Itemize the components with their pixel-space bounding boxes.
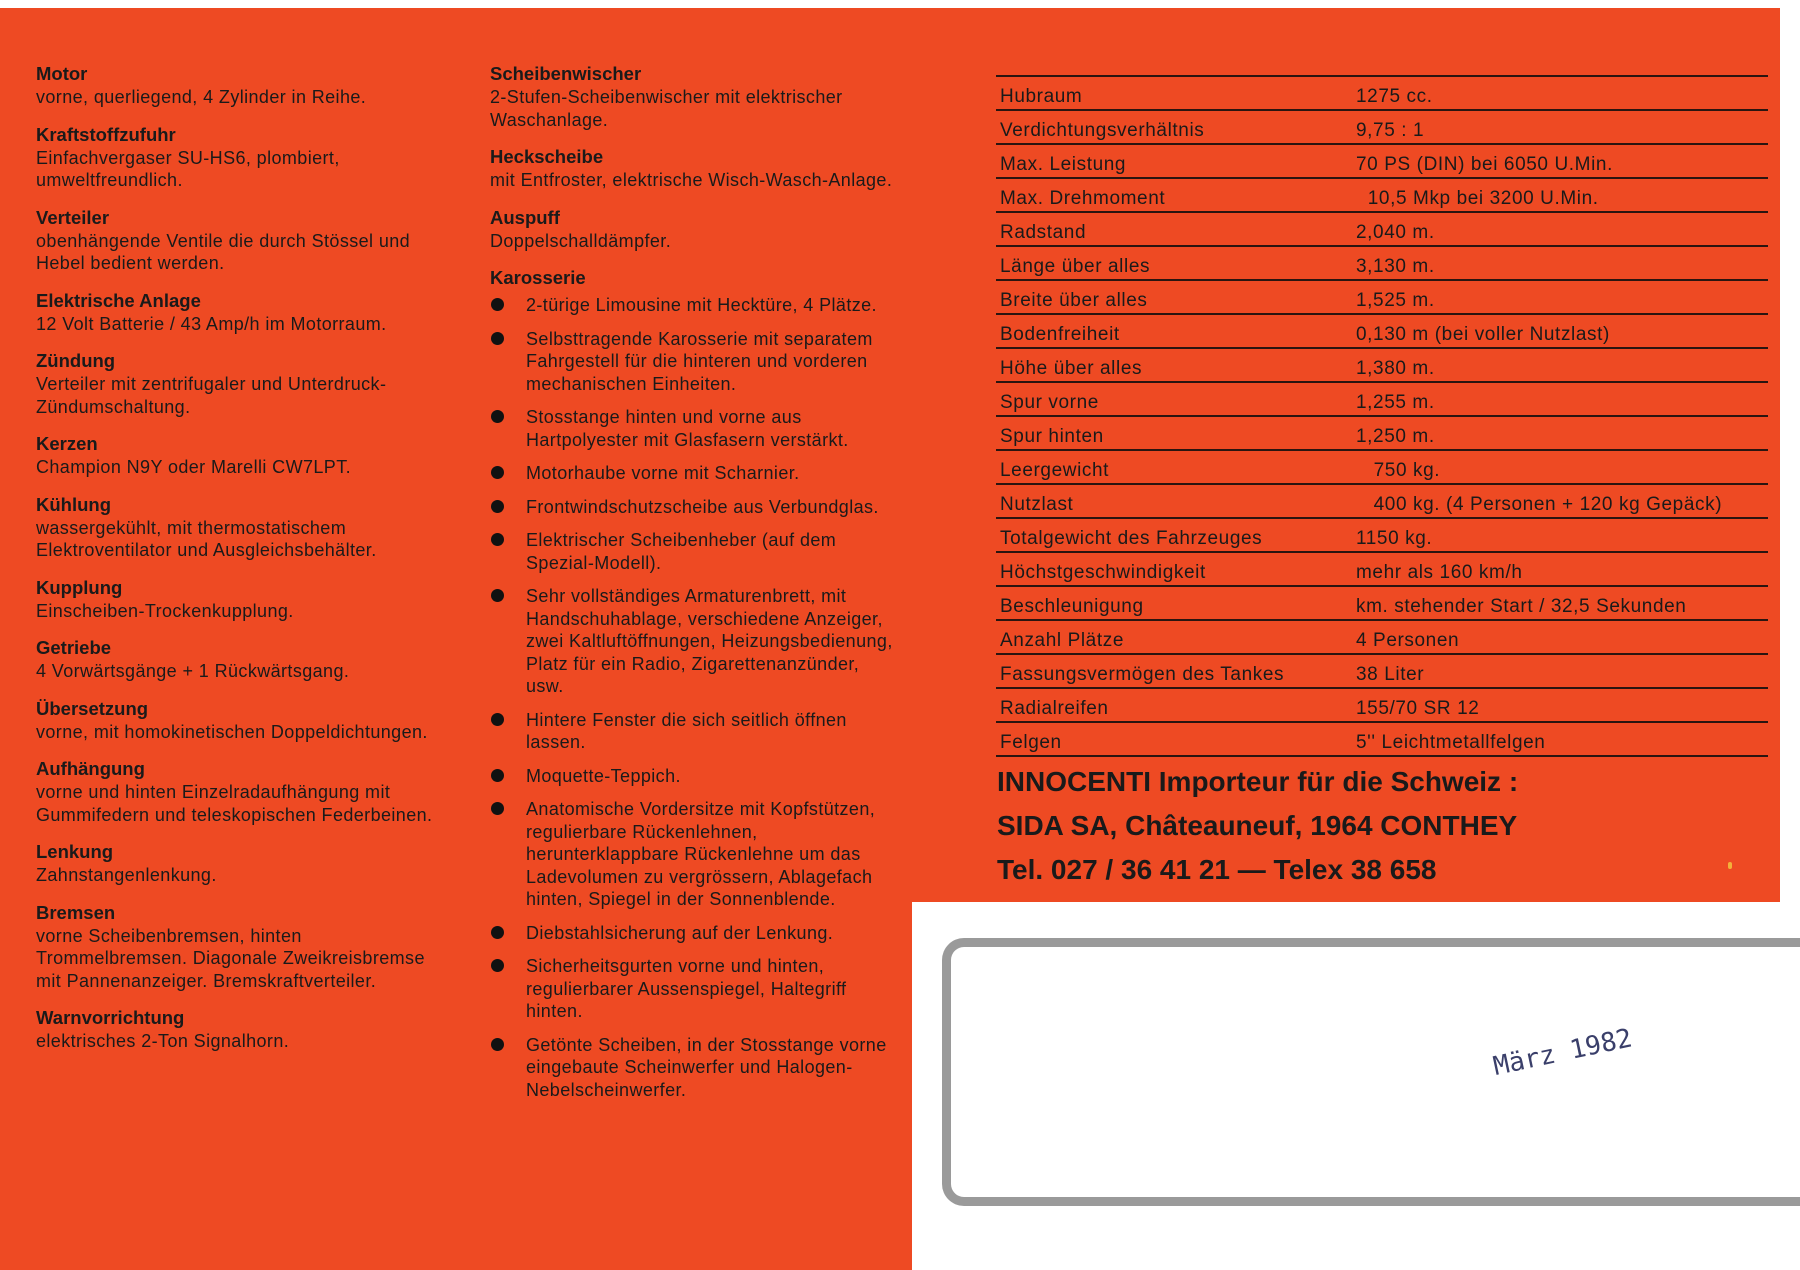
row-value: 1150 kg. (1352, 518, 1768, 552)
spec-heading: Warnvorrichtung (36, 1007, 185, 1028)
tech-data-table (996, 75, 1768, 757)
spec-text: vorne Scheibenbremsen, hinten Trommelbremsen. Diagonale Zweikreisbremse mit Pannenanzeiger. Bremskraftverteiler. (36, 925, 425, 991)
scan-edge-top (0, 0, 1800, 8)
spec-text: Zahnstangenlenkung. (36, 865, 217, 885)
bullet-icon (491, 500, 504, 513)
list-item (490, 328, 902, 396)
row-value: 0,130 m (bei voller Nutzlast) (1352, 314, 1768, 348)
row-label: Höhe über alles (996, 348, 1352, 382)
dealer-stamp-frame (942, 938, 1800, 1206)
row-label: Hubraum (996, 76, 1352, 110)
spec-lenkung (36, 840, 446, 887)
list-item-text: Anatomische Vordersitze mit Kopfstützen, regulierbare Rückenlehnen, herunterklappbare Rückenlehne um das Ladevolumen zu vergrössern, Ablagefach hinten, Spiegel in der Sonnenblende. (526, 799, 876, 909)
row-label: Max. Drehmoment (996, 178, 1352, 212)
table-row (996, 212, 1768, 246)
row-label: Fassungsvermögen des Tankes (996, 654, 1352, 688)
row-value: 4 Personen (1352, 620, 1768, 654)
spec-text: wassergekühlt, mit thermostatischem Elektroventilator und Ausgleichsbehälter. (36, 517, 377, 560)
spec-heckscheibe (490, 145, 902, 192)
table-row (996, 518, 1768, 552)
row-value: 750 kg. (1352, 450, 1768, 484)
bullet-icon (491, 713, 504, 726)
list-item (490, 1034, 902, 1102)
spec-text: mit Entfroster, elektrische Wisch-Wasch-Anlage. (490, 170, 893, 190)
row-label: Anzahl Plätze (996, 620, 1352, 654)
spec-uebersetzung (36, 697, 446, 744)
list-item (490, 709, 902, 754)
spec-kupplung (36, 576, 446, 623)
row-label: Felgen (996, 722, 1352, 756)
list-item (490, 922, 902, 945)
row-value: 1,250 m. (1352, 416, 1768, 450)
spec-heading: Kupplung (36, 576, 123, 598)
row-label: Breite über alles (996, 280, 1352, 314)
spec-text: 2-Stufen-Scheibenwischer mit elektrischer Waschanlage. (490, 87, 843, 130)
spec-text: Champion N9Y oder Marelli CW7LPT. (36, 457, 351, 477)
bullet-icon (491, 926, 504, 939)
row-value: 3,130 m. (1352, 246, 1768, 280)
row-value: km. stehender Start / 32,5 Sekunden (1352, 586, 1768, 620)
row-value: 2,040 m. (1352, 212, 1768, 246)
spec-column-left (36, 62, 446, 1067)
spec-kerzen (36, 432, 446, 479)
list-item-text: Stosstange hinten und vorne aus Hartpolyester mit Glasfasern verstärkt. (526, 407, 849, 450)
table-row (996, 654, 1768, 688)
row-label: Länge über alles (996, 246, 1352, 280)
table-row (996, 314, 1768, 348)
list-item (490, 529, 902, 574)
row-label: Beschleunigung (996, 586, 1352, 620)
importer-contact: Tel. 027 / 36 41 21 — Telex 38 658 (997, 854, 1437, 885)
list-item-text: Sicherheitsgurten vorne und hinten, regulierbarer Aussenspiegel, Haltegriff hinten. (526, 956, 847, 1021)
bullet-icon (491, 466, 504, 479)
spec-heading: Bremsen (36, 901, 116, 923)
table-row (996, 348, 1768, 382)
list-item (490, 462, 902, 485)
row-label: Radialreifen (996, 688, 1352, 722)
list-item (490, 406, 902, 451)
spec-heading: Kerzen (36, 433, 98, 454)
row-value: 400 kg. (4 Personen + 120 kg Gepäck) (1352, 484, 1768, 518)
table-row (996, 178, 1768, 212)
table-row (996, 246, 1768, 280)
row-value: 1,255 m. (1352, 382, 1768, 416)
list-item-text: Hintere Fenster die sich seitlich öffnen lassen. (526, 709, 847, 752)
spec-heading: Getriebe (36, 637, 112, 658)
table-row (996, 450, 1768, 484)
row-value: 10,5 Mkp bei 3200 U.Min. (1352, 178, 1768, 212)
row-value: 155/70 SR 12 (1352, 688, 1768, 722)
table-row (996, 416, 1768, 450)
table-row (996, 722, 1768, 756)
list-item (490, 765, 902, 788)
row-value: 1,525 m. (1352, 280, 1768, 314)
spec-verteiler (36, 206, 446, 275)
importer-info (997, 760, 1757, 892)
row-label: Max. Leistung (996, 144, 1352, 178)
table-row (996, 144, 1768, 178)
spec-text: 12 Volt Batterie / 43 Amp/h im Motorraum. (36, 313, 387, 334)
spec-heading: Kraftstoffzufuhr (36, 123, 176, 145)
spec-heading: Motor (36, 63, 88, 84)
spec-text: Einfachvergaser SU-HS6, plombiert, umweltfreundlich. (36, 147, 340, 190)
row-label: Spur vorne (996, 382, 1352, 416)
row-label: Höchstgeschwindigkeit (996, 552, 1352, 586)
list-item-text: Sehr vollständiges Armaturenbrett, mit Handschuhablage, verschiedene Anzeiger, zwei Kaltluftöffnungen, Heizungsbedienung, Platz für ein Radio, Zigarettenanzünder, usw. (526, 586, 893, 696)
table-row (996, 586, 1768, 620)
spec-kuehlung (36, 493, 446, 562)
list-item (490, 294, 902, 317)
list-item-text: Diebstahlsicherung auf der Lenkung. (526, 922, 834, 943)
handwritten-date: März 1982 (1490, 1023, 1635, 1082)
row-value: 70 PS (DIN) bei 6050 U.Min. (1352, 144, 1768, 178)
spec-elektrische-anlage (36, 289, 446, 336)
bullet-icon (491, 802, 504, 815)
spec-karosserie (490, 266, 902, 1101)
spec-heading: Zündung (36, 350, 116, 371)
table-row (996, 382, 1768, 416)
list-item-text: 2-türige Limousine mit Hecktüre, 4 Plätze. (526, 295, 877, 315)
spec-heading: Verteiler (36, 206, 110, 228)
importer-address: SIDA SA, Châteauneuf, 1964 CONTHEY (997, 810, 1518, 841)
importer-line: INNOCENTI Importeur für die Schweiz : (997, 766, 1519, 797)
spec-scheibenwischer (490, 62, 902, 131)
spec-aufhaengung (36, 757, 446, 826)
spec-heading: Elektrische Anlage (36, 289, 201, 311)
spec-text: vorne und hinten Einzelradaufhängung mit Gummifedern und teleskopischen Federbeinen. (36, 782, 433, 825)
row-value: 1275 cc. (1352, 76, 1768, 110)
table-row (996, 620, 1768, 654)
spec-auspuff (490, 206, 902, 253)
spec-text: Doppelschalldämpfer. (490, 230, 672, 251)
table-row (996, 484, 1768, 518)
spec-heading: Scheibenwischer (490, 63, 642, 84)
bullet-icon (491, 533, 504, 546)
karosserie-list (490, 294, 902, 1101)
list-item-text: Motorhaube vorne mit Scharnier. (526, 463, 800, 483)
row-label: Verdichtungsverhältnis (996, 110, 1352, 144)
scan-speck (1728, 862, 1732, 869)
spec-heading: Aufhängung (36, 758, 145, 779)
list-item (490, 585, 902, 698)
row-value: 5'' Leichtmetallfelgen (1352, 722, 1768, 756)
bullet-icon (491, 589, 504, 602)
bullet-icon (491, 410, 504, 423)
spec-text: vorne, mit homokinetischen Doppeldichtungen. (36, 721, 428, 742)
row-label: Radstand (996, 212, 1352, 246)
list-item (490, 798, 902, 911)
spec-zuendung (36, 349, 446, 418)
spec-heading: Übersetzung (36, 697, 149, 719)
spec-warnvorrichtung (36, 1006, 446, 1053)
list-item-text: Moquette-Teppich. (526, 765, 681, 786)
spec-text: obenhängende Ventile die durch Stössel und Hebel bedient werden. (36, 230, 411, 273)
list-item-text: Getönte Scheiben, in der Stosstange vorne eingebaute Scheinwerfer und Halogen-Nebelscheinwerfer. (526, 1034, 887, 1100)
spec-heading: Lenkung (36, 841, 114, 862)
bullet-icon (491, 332, 504, 345)
spec-text: Einscheiben-Trockenkupplung. (36, 600, 294, 621)
table-row (996, 76, 1768, 110)
spec-motor (36, 62, 446, 109)
spec-column-middle (490, 62, 902, 1115)
spec-text: Verteiler mit zentrifugaler und Unterdruck-Zündumschaltung. (36, 374, 387, 417)
row-value: 1,380 m. (1352, 348, 1768, 382)
list-item (490, 955, 902, 1023)
row-label: Totalgewicht des Fahrzeuges (996, 518, 1352, 552)
spec-text: 4 Vorwärtsgänge + 1 Rückwärtsgang. (36, 661, 350, 681)
table-row (996, 688, 1768, 722)
list-item-text: Elektrischer Scheibenheber (auf dem Spezial-Modell). (526, 530, 837, 573)
row-label: Bodenfreiheit (996, 314, 1352, 348)
spec-bremsen (36, 901, 446, 993)
spec-heading: Heckscheibe (490, 146, 604, 167)
spec-heading: Karosserie (490, 267, 586, 288)
spec-heading: Auspuff (490, 206, 560, 228)
spec-text: vorne, querliegend, 4 Zylinder in Reihe. (36, 87, 367, 107)
spec-getriebe (36, 636, 446, 683)
table-row (996, 280, 1768, 314)
bullet-icon (491, 1038, 504, 1051)
row-value: 38 Liter (1352, 654, 1768, 688)
list-item-text: Selbsttragende Karosserie mit separatem Fahrgestell für die hinteren und vorderen mechanischen Einheiten. (526, 328, 873, 394)
spec-heading: Kühlung (36, 493, 112, 515)
bullet-icon (491, 298, 504, 311)
row-label: Leergewicht (996, 450, 1352, 484)
row-label: Spur hinten (996, 416, 1352, 450)
row-value: mehr als 160 km/h (1352, 552, 1768, 586)
row-value: 9,75 : 1 (1352, 110, 1768, 144)
table-row (996, 552, 1768, 586)
spec-text: elektrisches 2-Ton Signalhorn. (36, 1031, 290, 1051)
spec-kraftstoffzufuhr (36, 123, 446, 192)
table-row (996, 110, 1768, 144)
bullet-icon (491, 769, 504, 782)
list-item (490, 496, 902, 519)
bullet-icon (491, 959, 504, 972)
row-label: Nutzlast (996, 484, 1352, 518)
list-item-text: Frontwindschutzscheibe aus Verbundglas. (526, 496, 879, 517)
